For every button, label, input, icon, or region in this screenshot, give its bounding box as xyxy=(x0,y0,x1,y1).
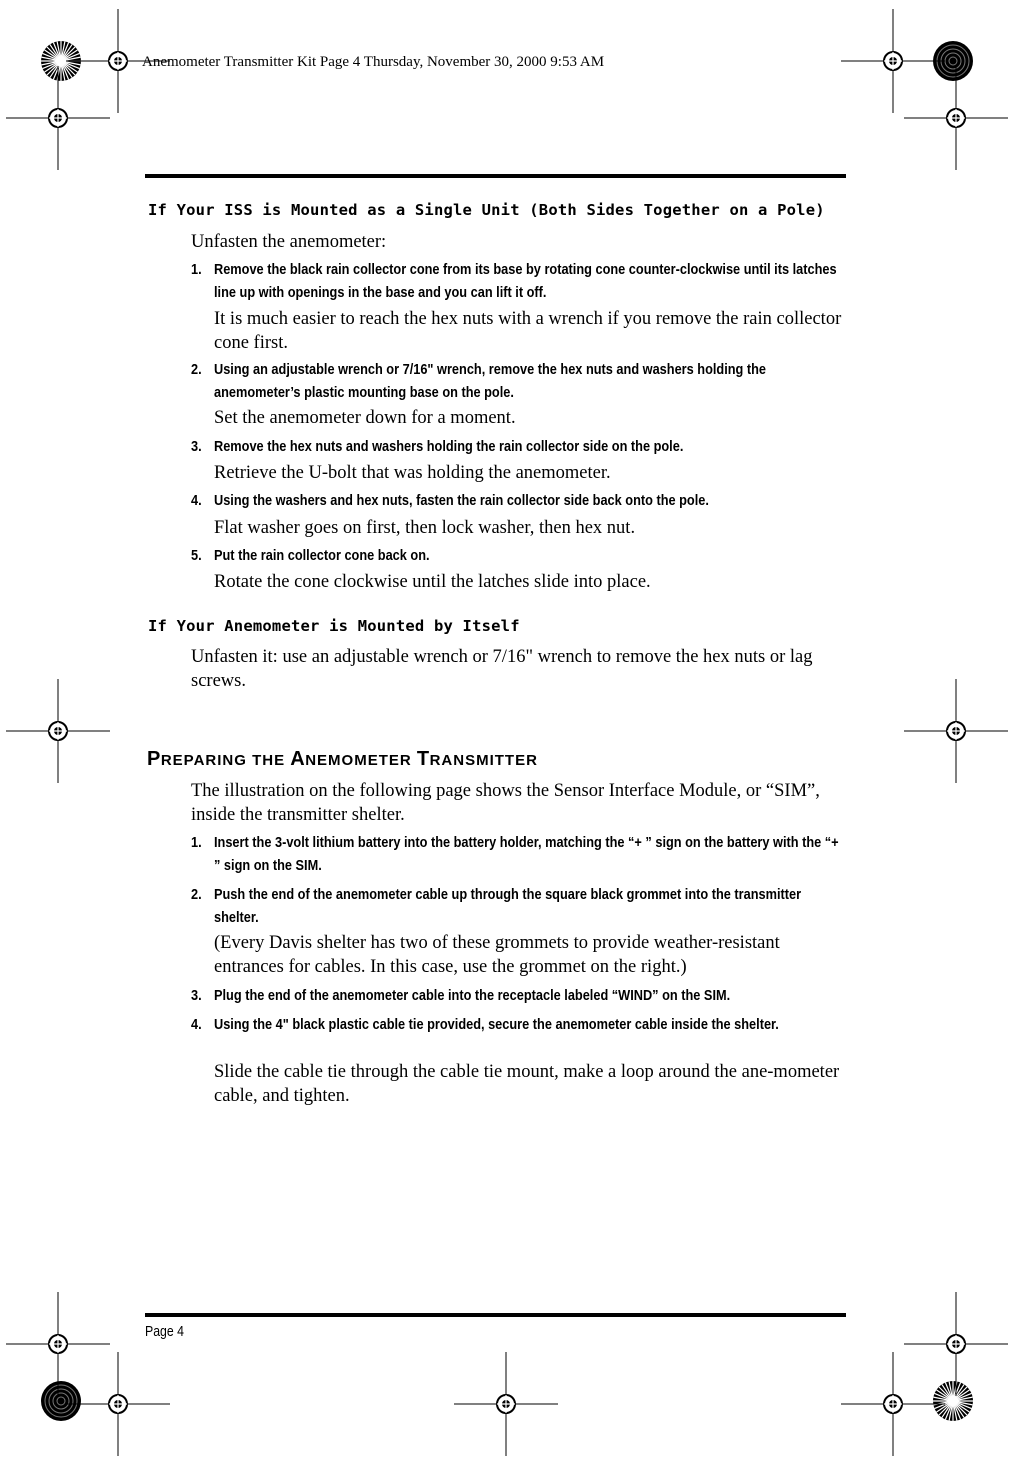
crosshair-mark xyxy=(6,1292,110,1396)
step-instruction: Plug the end of the anemometer cable into the receptacle labeled “WIND” on the SIM. xyxy=(214,988,731,1004)
step-note: Slide the cable tie through the cable tie mount, make a loop around the ane-mometer cable, and tighten. xyxy=(214,1062,840,1106)
top-rule xyxy=(145,174,846,178)
step-number: 5. xyxy=(191,548,202,564)
crosshair-mark xyxy=(66,1352,170,1456)
step-number: 1. xyxy=(191,835,202,851)
step-number: 2. xyxy=(191,887,202,903)
crosshair-mark xyxy=(454,1352,558,1456)
crosshair-mark xyxy=(6,66,110,170)
step-instruction: Remove the hex nuts and washers holding the rain collector side on the pole. xyxy=(214,439,684,455)
step-instruction: Insert the 3-volt lithium battery into the battery holder, matching the “+ ” sign on the battery with the “+ ” sign on the SIM. xyxy=(214,835,839,874)
crosshair-mark xyxy=(904,1292,1008,1396)
step-instruction: Remove the black rain collector cone from its base by rotating cone counter-clockwise until its latches line up with openings in the base and you can lift it off. xyxy=(214,262,837,301)
crosshair-mark xyxy=(904,679,1008,783)
step-number: 4. xyxy=(191,493,202,509)
step-instruction: Put the rain collector cone back on. xyxy=(214,548,430,564)
section-body: Unfasten it: use an adjustable wrench or 7/16" wrench to remove the hex nuts or lag screws. xyxy=(191,647,813,691)
step-instruction: Using the 4" black plastic cable tie provided, secure the anemometer cable inside the shelter. xyxy=(214,1017,779,1033)
crosshair-mark xyxy=(904,66,1008,170)
step-number: 3. xyxy=(191,988,202,1004)
step-note: Flat washer goes on first, then lock washer, then hex nut. xyxy=(214,518,636,538)
step-number: 4. xyxy=(191,1017,202,1033)
step-instruction: Using the washers and hex nuts, fasten the rain collector side back onto the pole. xyxy=(214,493,709,509)
step-number: 1. xyxy=(191,262,202,278)
step-note: Rotate the cone clockwise until the latches slide into place. xyxy=(214,572,651,592)
section-intro: Unfasten the anemometer: xyxy=(191,232,387,252)
section-intro: The illustration on the following page shows the Sensor Interface Module, or “SIM”, inside the transmitter shelter. xyxy=(191,781,820,825)
step-note: It is much easier to reach the hex nuts with a wrench if you remove the rain collector cone first. xyxy=(214,309,842,353)
bottom-rule xyxy=(145,1313,846,1317)
step-note: Retrieve the U-bolt that was holding the anemometer. xyxy=(214,463,611,483)
crosshair-mark xyxy=(841,9,945,113)
print-slug: Anemometer Transmitter Kit Page 4 Thursday, November 30, 2000 9:53 AM xyxy=(142,54,605,70)
crosshair-mark xyxy=(841,1352,945,1456)
sunburst-mark xyxy=(933,1381,973,1421)
step-note: Set the anemometer down for a moment. xyxy=(214,408,516,428)
step-instruction: Push the end of the anemometer cable up through the square black grommet into the transmitter shelter. xyxy=(214,887,802,926)
step-note: (Every Davis shelter has two of these grommets to provide weather-resistant entrances for cables. In this case, use the grommet on the right.) xyxy=(214,933,780,977)
ring-mark xyxy=(41,1381,81,1421)
section-heading-single-unit: If Your ISS is Mounted as a Single Unit (Both Sides Together on a Pole) xyxy=(148,201,825,219)
section-heading-mounted-by-itself: If Your Anemometer is Mounted by Itself xyxy=(148,617,520,635)
page-number: Page 4 xyxy=(145,1323,184,1340)
step-number: 2. xyxy=(191,362,202,378)
chapter-heading-preparing: PREPARING THE ANEMOMETER TRANSMITTER xyxy=(147,748,538,770)
crosshair-mark xyxy=(6,679,110,783)
step-instruction: Using an adjustable wrench or 7/16" wrench, remove the hex nuts and washers holding the anemometer’s plastic mounting base on the pole. xyxy=(214,362,767,401)
step-number: 3. xyxy=(191,439,202,455)
